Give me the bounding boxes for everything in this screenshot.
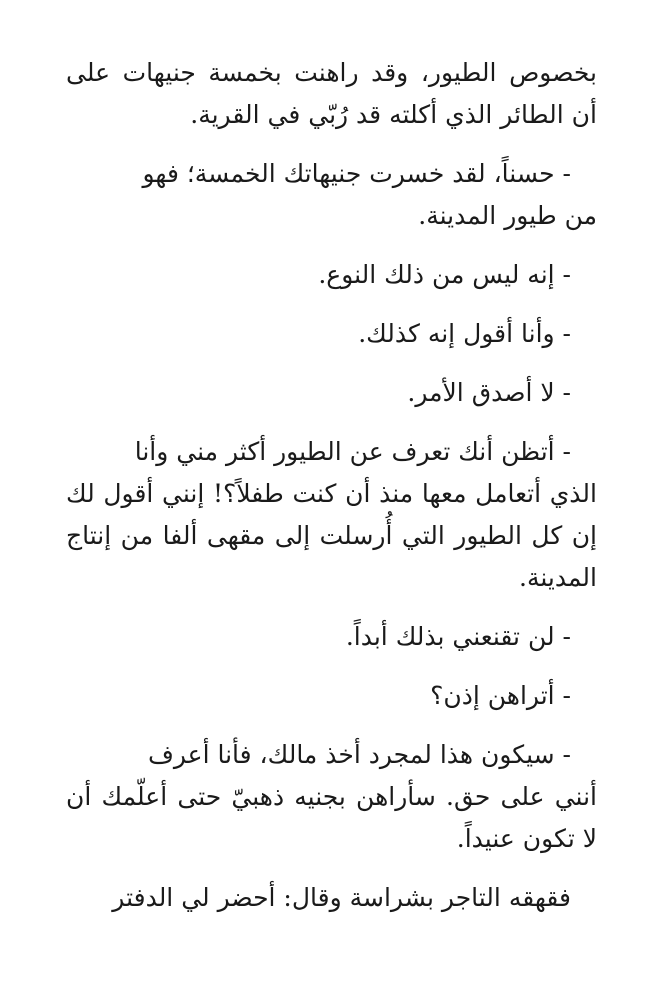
paragraph-2-cont: من طيور المدينة.	[418, 201, 597, 230]
paragraph-4	[66, 313, 597, 355]
paragraph-2	[66, 153, 597, 237]
paragraph-9-lead: - سيكون هذا لمجرد أخذ مالك، فأنا أعرف	[147, 740, 571, 769]
paragraph-9	[66, 734, 597, 860]
paragraph-5	[66, 372, 597, 414]
paragraph-6-lead: - أتظن أنك تعرف عن الطيور أكثر مني وأنا	[134, 437, 571, 466]
paragraph-6-cont: الذي أتعامل معها منذ أن كنت طفلاً؟! إنني أقول لك إن كل الطيور التي أُرسلت إلى مقهى ألفا من إنتاج المدينة.	[66, 479, 597, 592]
paragraph-7-lead: - لن تقنعني بذلك أبداً.	[345, 622, 571, 651]
paragraph-5-lead: - لا أصدق الأمر.	[407, 378, 571, 407]
paragraph-8-lead: - أتراهن إذن؟	[430, 681, 571, 710]
paragraph-8	[66, 675, 597, 717]
paragraph-9-cont: أنني على حق. سأراهن بجنيه ذهبيّ حتى أعلّمك أن لا تكون عنيداً.	[66, 782, 597, 853]
paragraph-2-lead: - حسناً، لقد خسرت جنيهاتك الخمسة؛ فهو	[142, 159, 571, 188]
paragraph-3	[66, 254, 597, 296]
paragraph-10	[66, 877, 597, 919]
paragraph-1: بخصوص الطيور، وقد راهنت بخمسة جنيهات على أن الطائر الذي أكلته قد رُبّي في القرية.	[66, 58, 597, 129]
paragraph-10-lead: فقهقه التاجر بشراسة وقال: أحضر لي الدفتر	[112, 883, 571, 912]
paragraph-6	[66, 431, 597, 599]
paragraph-3-lead: - إنه ليس من ذلك النوع.	[318, 260, 571, 289]
paragraph-7	[66, 616, 597, 658]
book-page	[66, 52, 597, 1000]
paragraph-4-lead: - وأنا أقول إنه كذلك.	[358, 319, 571, 348]
